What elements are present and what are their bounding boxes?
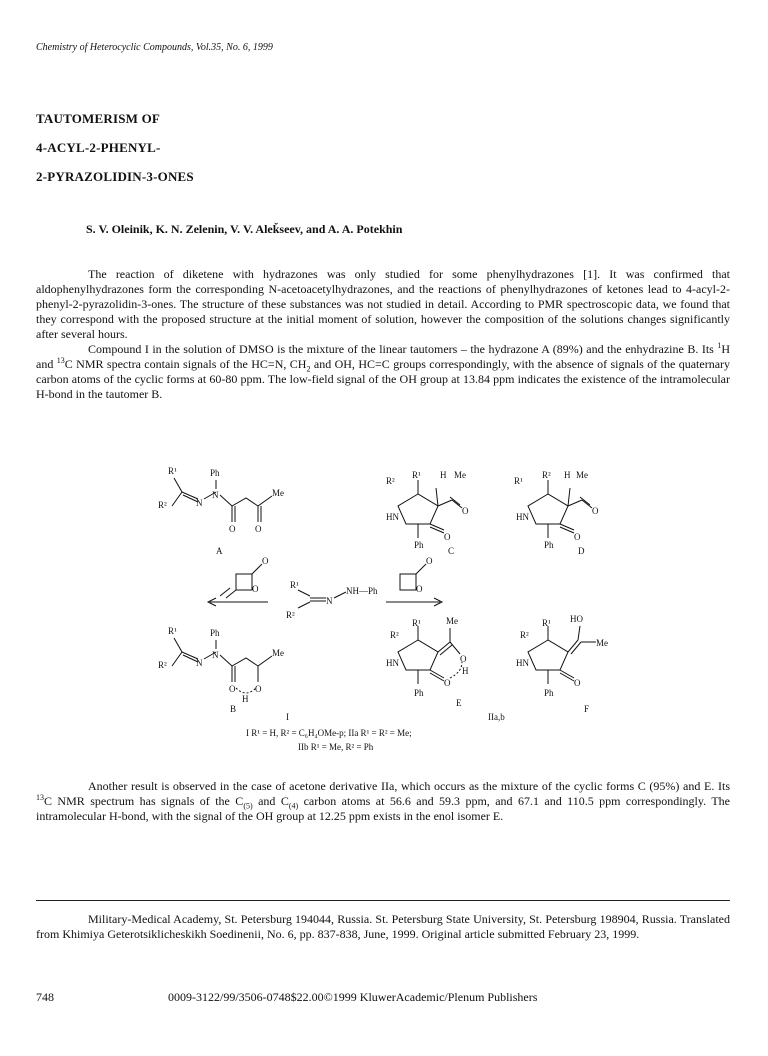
svg-text:HO: HO <box>570 614 583 624</box>
svg-text:Me: Me <box>446 616 458 626</box>
svg-text:Ph: Ph <box>210 628 220 638</box>
label-d: D <box>578 546 585 556</box>
svg-text:R²: R² <box>386 476 395 486</box>
svg-text:N: N <box>212 650 219 660</box>
svg-text:R¹: R¹ <box>168 626 177 636</box>
svg-text:R¹: R¹ <box>168 466 177 476</box>
svg-text:O: O <box>426 556 433 566</box>
tautomer-scheme <box>150 462 710 752</box>
svg-text:R¹: R¹ <box>290 580 299 590</box>
svg-text:N: N <box>196 658 203 668</box>
scheme-caption-2: IIb R¹ = Me, R² = Ph <box>298 742 374 752</box>
svg-text:N: N <box>326 596 333 606</box>
article-title <box>36 104 194 191</box>
svg-text:H: H <box>440 470 447 480</box>
svg-text:R¹: R¹ <box>412 618 421 628</box>
label-f: F <box>584 704 590 714</box>
svg-text:O: O <box>252 584 259 594</box>
structure-a <box>172 478 272 522</box>
label-iiab: IIa,b <box>488 712 505 722</box>
svg-text:O: O <box>444 532 451 542</box>
structure-f <box>528 626 596 684</box>
svg-text:HN: HN <box>516 512 529 522</box>
svg-text:R²: R² <box>158 500 167 510</box>
svg-text:Me: Me <box>454 470 466 480</box>
svg-text:R²: R² <box>158 660 167 670</box>
title-line-3: 2-PYRAZOLIDIN-3-ONES <box>36 169 194 184</box>
svg-text:HN: HN <box>516 658 529 668</box>
svg-text:R²: R² <box>286 610 295 620</box>
author-list: S. V. Oleinik, K. N. Zelenin, V. V. Aleǩseev, and A. A. Potekhin <box>86 222 403 236</box>
svg-text:O: O <box>462 506 469 516</box>
body-text-bottom <box>36 779 730 824</box>
svg-text:O: O <box>574 678 581 688</box>
scheme-caption-1: I R¹ = H, R² = C₆H₄OMe-p; IIa R¹ = R² = Me; <box>246 728 412 738</box>
svg-text:NH—Ph: NH—Ph <box>346 586 378 596</box>
svg-text:H: H <box>564 470 571 480</box>
copyright-line: 0009-3122/99/3506-0748$22.00©1999 KluwerAcademic/Plenum Publishers <box>168 990 538 1004</box>
structure-d <box>528 480 592 538</box>
svg-text:Me: Me <box>272 488 284 498</box>
svg-text:Ph: Ph <box>414 688 424 698</box>
svg-text:Me: Me <box>272 648 284 658</box>
title-line-2: 4-ACYL-2-PHENYL- <box>36 140 161 155</box>
svg-text:O: O <box>460 654 467 664</box>
svg-text:H: H <box>242 694 249 704</box>
journal-header: Chemistry of Heterocyclic Compounds, Vol.35, No. 6, 1999 <box>36 42 273 53</box>
svg-text:H: H <box>462 666 469 676</box>
page-number: 748 <box>36 990 54 1004</box>
svg-text:Ph: Ph <box>210 468 220 478</box>
svg-text:O: O <box>444 678 451 688</box>
svg-text:Ph: Ph <box>544 688 554 698</box>
body-text-top <box>36 267 730 402</box>
svg-text:R²: R² <box>390 630 399 640</box>
svg-text:O: O <box>416 584 423 594</box>
svg-text:HN: HN <box>386 658 399 668</box>
paragraph-2: Compound I in the solution of DMSO is the mixture of the linear tautomers – the hydrazone A (89%) and the enhydrazine B. Its $^1$H and $^{13}$C NMR spectra contain signals of the HC=N, $CH_2$ and OH, HC=C groups correspondingly, with the absence of signals of the quaternary carbon atoms of the cyclic forms at 60-80 ppm. The low-field signal of the OH group at 13.84 ppm indicates the existence of the intramolecular H-bond in the tautomer B. <box>36 341 731 401</box>
svg-text:O: O <box>229 684 236 694</box>
svg-text:O: O <box>592 506 599 516</box>
title-line-1: TAUTOMERISM OF <box>36 111 161 126</box>
paragraph-3: Another result is observed in the case of acetone derivative IIa, which occurs as the mixture of the cyclic forms C (95%) and E. Its $^{13}$C NMR spectrum has signals of the $C_{(5)}$ and $C_{(4)}$ carbon atoms at 56.6 and 59.3 ppm, and 67.1 and 110.5 ppm correspondingly. The intramolecular H-bond, with the signal of the OH group at 12.25 ppm exists in the enol isomer E. <box>36 779 730 823</box>
label-i: I <box>286 712 289 722</box>
svg-text:R¹: R¹ <box>412 470 421 480</box>
label-b: B <box>230 704 237 714</box>
svg-text:Me: Me <box>596 638 608 648</box>
svg-text:R¹: R¹ <box>542 618 551 628</box>
svg-text:Ph: Ph <box>544 540 554 550</box>
svg-text:O: O <box>255 684 262 694</box>
svg-text:O: O <box>574 532 581 542</box>
structure-c <box>398 480 462 538</box>
svg-text:O: O <box>262 556 269 566</box>
label-e: E <box>456 698 462 708</box>
label-a: A <box>216 546 223 556</box>
svg-text:N: N <box>196 498 203 508</box>
svg-text:O: O <box>229 524 236 534</box>
svg-text:Me: Me <box>576 470 588 480</box>
affiliation-footnote: Military-Medical Academy, St. Petersburg 194044, Russia. St. Petersburg State University, St. Petersburg 198904, Russia. Translated from Khimiya Geterotsiklicheskikh Soedinenii, No. 6, pp. 837-838, June, 1999. Original article submitted February 23, 1999. <box>36 912 730 941</box>
central-hydrazone <box>298 590 346 608</box>
svg-text:R¹: R¹ <box>514 476 523 486</box>
structure-e <box>398 626 462 684</box>
svg-text:N: N <box>212 490 219 500</box>
svg-text:R²: R² <box>520 630 529 640</box>
label-c: C <box>448 546 455 556</box>
svg-text:R²: R² <box>542 470 551 480</box>
footnote-divider <box>36 900 730 901</box>
svg-text:O: O <box>255 524 262 534</box>
paragraph-1: The reaction of diketene with hydrazones was only studied for some phenylhydrazones [1]. It was confirmed that aldophenylhydrazones form the corresponding N-acetoacetylhydrazones, and the reactions of phenylhydrazones of ketones lead to 4-acyl-2-phenyl-2-pyrazolidin-3-ones. The structure of these substances was not studied in detail. According to PMR spectroscopic data, we found that they correspond with the proposed structure at the initial moment of solution, however the composition of the solutions changes significantly after several hours. <box>36 267 730 341</box>
svg-text:HN: HN <box>386 512 399 522</box>
svg-text:Ph: Ph <box>414 540 424 550</box>
